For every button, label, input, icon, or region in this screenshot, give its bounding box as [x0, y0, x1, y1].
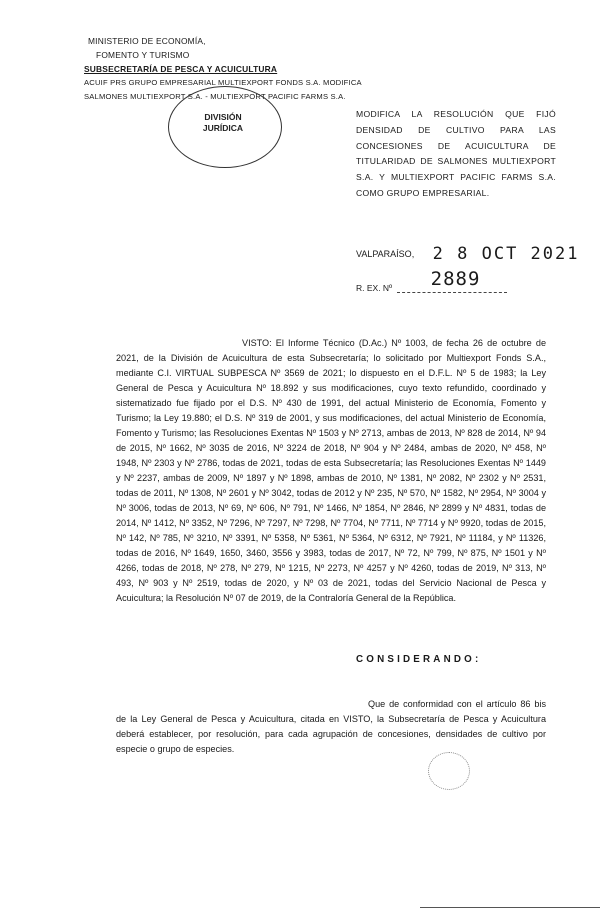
stamp-label: DIVISIÓN JURÍDICA	[202, 112, 244, 133]
subsecretariat-name: SUBSECRETARÍA DE PESCA Y ACUICULTURA	[84, 64, 278, 74]
resolution-title: MODIFICA LA RESOLUCIÓN QUE FIJÓ DENSIDAD DE CULTIVO PARA LAS CONCESIONES DE ACUICULTURA DE TITULARIDAD DE SALMONES MULTIEXPORT S.A. Y MULTIEXPORT PACIFIC FARMS S.A. COMO GRUPO EMPRESARIAL.	[356, 109, 556, 198]
considerando-heading: CONSIDERANDO:	[356, 654, 482, 665]
rex-number-value: 2889	[430, 268, 481, 290]
considerando-paragraph: Que de conformidad con el artículo 86 bis de la Ley General de Pesca y Acuicultura, citada en VISTO, la Subsecretaría de Pesca y Acuicultura deberá establecer, por resolución, para cada agrupación de concesiones, densidades de cultivo por especie o grupo de especies.	[116, 699, 546, 754]
stamped-date: 2 8 OCT 2021	[432, 244, 580, 264]
ministry-subname: FOMENTO Y TURISMO	[96, 50, 190, 60]
initials-stamp	[428, 752, 470, 790]
rex-label: R. EX. Nº	[356, 283, 393, 293]
visto-paragraph: VISTO: El Informe Técnico (D.Ac.) Nº 1003, de fecha 26 de octubre de 2021, de la División de Acuicultura de esta Subsecretaría; lo solicitado por Multiexport Fonds S.A., mediante C.I. VIRTUAL SUBPESCA Nº 3569 de 2021; lo dispuesto en el D.F.L. Nº 5 de 1983; la Ley General de Pesca y Acuicultura Nº 18.892 y sus modificaciones, cuyo texto refundido, coordinado y sistematizado fue fijado por el D.S. Nº 430 de 1991, del actual Ministerio de Economía, Fomento y Turismo; la Ley 19.880; el D.S. Nº 319 de 2001, y sus modificaciones, del actual Ministerio de Economía, Fomento y Turismo; las Resoluciones Exentas Nº 1503 y Nº 2713, ambas de 2013, Nº 828 de 2014, Nº 94 de 2015, Nº 1662, Nº 3035 de 2016, Nº 3224 de 2018, Nº 904 y Nº 2484, ambas de 2020, Nº 458, Nº 1948, Nº 2303 y Nº 2786, todas de 2021, todas de esta Subsecretaría; las Resoluciones Exentas Nº 1449 y Nº 2237, ambas de 2009, Nº 1897 y Nº 1898, ambas de 2010, Nº 1381, Nº 2082, Nº 2302 y Nº 2531, todas de 2011, Nº 1308, Nº 2601 y Nº 3042, todas de 2012 y Nº 235, Nº 570, Nº 1582, Nº 2954, Nº 3004 y Nº 3006, todas de 2013, Nº 69, Nº 606, Nº 791, Nº 1466, Nº 1854, Nº 2846, Nº 2899 y Nº 4831, todas de 2014, Nº 1412, Nº 3352, Nº 7296, Nº 7297, Nº 7298, Nº 7704, Nº 7711, Nº 7714 y Nº 9920, todas de 2015, Nº 142, Nº 785, Nº 3210, Nº 3391, Nº 5358, Nº 5361, Nº 5364, Nº 6312, Nº 7921, Nº 11184, y Nº 11326, todas de 2016, Nº 1649, 1650, 3460, 3556 y 3983, todas de 2017, Nº 72, Nº 799, Nº 875, Nº 1501 y Nº 4266, todas de 2018, Nº 278, Nº 279, Nº 1215, Nº 2273, Nº 4257 y Nº 4260, todas de 2019, Nº 313, Nº 493, Nº 903 y Nº 2519, todas de 2020, y Nº 03 de 2021, todas del Servicio Nacional de Pesca y Acuicultura; la Resolución Nº 07 de 2019, de la Contraloría General de la República.	[116, 338, 546, 603]
place-date	[356, 244, 579, 264]
subject-line-1: ACUIF PRS GRUPO EMPRESARIAL MULTIEXPORT FONDS S.A. MODIFICA	[84, 78, 362, 87]
place-label: VALPARAÍSO,	[356, 249, 415, 259]
subject-line-2: SALMONES MULTIEXPORT S.A. - MULTIEXPORT PACIFIC FARMS S.A.	[84, 92, 346, 101]
footer-rule	[420, 907, 600, 908]
resolution-number	[356, 268, 507, 293]
rex-number-line	[397, 268, 507, 293]
ministry-name: MINISTERIO DE ECONOMÍA,	[88, 36, 206, 46]
